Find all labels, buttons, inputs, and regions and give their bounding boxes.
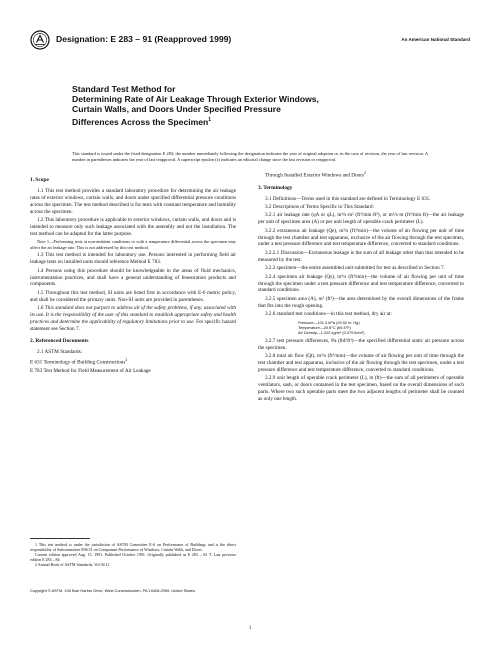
definition: 3.2.2 extraneous air leakage (Qe), m³/s (ft³/min)—the volume of air flowing per unit of time through the test chamber and test apparatus, exclusive of the air flowing through the test specimen, under a test pressure difference and test temperature difference, converted to standard conditions. [258, 227, 464, 248]
safety-caveat: 1.6 This standard does not purport to address all of the safety problems, if any, associated with its use. It is the responsibility of the user of this standard to establish appropriate safety and health practices and determine the applicability of regulatory limitations prior to use. [30, 305, 236, 325]
section-heading: 3. Terminology [258, 184, 293, 191]
footnote-mark: 1 [208, 116, 212, 123]
footnote: 2 Annual Book of ASTM Standards, Vol 04.11. [35, 562, 111, 567]
title-main-text: Differences Across the Specimen [72, 116, 209, 127]
right-column [258, 170, 464, 404]
paragraph: 1.4 Persons using this procedure should be knowledgeable in the areas of fluid mechanics, instrumentation practices, and shall have a general understanding of fenestration products and components. [30, 267, 236, 288]
header [30, 28, 470, 50]
section-heading: 2. Referenced Documents [30, 337, 89, 344]
reference-item: E 783 Test Method for Field Measurement of Air Leakage [30, 368, 151, 375]
definition: 3.2.3 specimen—the entire assembled unit submitted for test as described in Section 7. [265, 265, 445, 272]
condition-temperature: Temperature—20.8°C (69.4°F) [298, 325, 351, 331]
hazard-reference: For specific hazard statement see Section 7. [30, 319, 236, 332]
definition: 3.2.8 total air flow (Qt), m³/s (ft³/min)—the volume of air flowing per unit of time through the test chamber and test apparatus, inclusive of the air flowing through the test specimen, under a test pressure difference and test temperature difference, converted to standard conditions. [258, 352, 464, 373]
paragraph: 1.1 This test method provides a standard laboratory procedure for determining the air leakage rates of exterior windows, curtain walls, and doors under specified differential pressure conditions across the specimen. The test method described is for tests with constant temperature and humidity across the specimen. [30, 187, 236, 215]
definition: 3.2.7 test pressure differences, Pa (lbf/ft²)—the specified differential static air pressure across the specimen. [258, 337, 464, 351]
title-main-line [72, 115, 402, 127]
reference-text: Through Installed Exterior Windows and Doors [265, 172, 364, 179]
left-column [30, 176, 236, 377]
designation: Designation: E 283 – 91 (Reapproved 1999) [56, 34, 232, 44]
condition-air-density: Air Density—1.202 kg/m³ (0.075 lb/m³) [298, 330, 365, 336]
footnote-rule [30, 538, 90, 539]
note: Note 1—Performing tests at non-ambient conditions or with a temperature differential across the specimen may affect the air leakage rate. This is not addressed by this test method. [30, 239, 236, 251]
footnote-mark: 2 [363, 171, 366, 175]
paragraph: 1.3 This test method is intended for laboratory use. Persons interested in performing field air leakage tests on installed units should reference Method E 783. [30, 252, 236, 266]
footnote: 1 This test method is under the jurisdiction of ASTM Committee E-6 on Performance of Buildings and is the direct responsibility of Subcommittee E06.51 on Component Performance of Windows, Curtain Walls, and Doors. [30, 542, 236, 552]
section-heading: 1. Scope [30, 177, 49, 183]
definition: 3.2.9 unit length of operable crack perimeter (L), m (ft)—the sum of all perimeters of operable ventilators, sash, or doors contained in the test specimen, based on the overall dimensions of such parts. Where two such operable parts meet the two adjacent lengths of perimeter shall be counted as only one length. [258, 375, 464, 402]
condition-pressure: Pressure—101.3 kPa (29.92 in. Hg) [298, 320, 360, 326]
copyright: Copyright © ASTM, 100 Barr Harbor Drive, West Conshohocken, PA 19428-2959, United States. [30, 588, 196, 593]
reference-continuation [265, 170, 464, 180]
paragraph: 2.1 ASTM Standards: [37, 348, 83, 355]
definition: 3.2.4 specimen air leakage (Qs), m³/s (ft³/min)—the volume of air flowing per unit of time through the specimen under a test pressure difference and test temperature difference, converted to standard conditions. [258, 273, 464, 294]
definition: 3.2.6 standard test conditions—in this test method, dry air at: [265, 311, 392, 318]
paragraph: 1.2 This laboratory procedure is applicable to exterior windows, curtain walls, and doors and is intended to measure only such leakage associated with the assembly and not the installation. The test method can be adapted for the latter purpose. [30, 217, 236, 237]
footnote-mark: 2 [125, 358, 128, 363]
definition: 3.2.1 air leakage rate (qA or qL), m³/s·m² (ft³/min·ft²), or m³/s·m (ft³/min·ft)—the air leakage per unit of specimen area (A) or per unit length of operable crack perimeter (L). [258, 212, 464, 226]
footnotes [30, 542, 236, 567]
paragraph: 1.5 Throughout this test method, SI units are listed first in accordance with E-6 metric policy, and shall be considered the primary units. Non-SI units are provided in parentheses. [30, 289, 236, 303]
reference-item [30, 357, 236, 367]
discussion: 3.2.2.1 Discussion—Extraneous leakage is the sum of all leakage other than that intended to be measured by the test. [258, 249, 464, 263]
organization-label: An American National Standard [401, 37, 470, 42]
issuance-notice: This standard is issued under the fixed designation E 283; the number immediately following the designation indicates the year of original adoption or, in the case of revision, the year of last revision. A number in parentheses indicates the year of last reapproval. A superscript epsilon (ε) indicates an editorial change since the last revision or reapproval. [72, 151, 428, 162]
title-main-line: Curtain Walls, and Doors Under Specified Pressure [72, 104, 281, 115]
definition: 3.2.5 specimen area (A), m² (ft²)—the area determined by the overall dimensions of the frame that fits into the rough opening. [258, 295, 464, 309]
title-block [72, 84, 402, 127]
paragraph: 3.2 Descriptions of Terms Specific to This Standard: [265, 203, 374, 210]
footnote: Current edition approved Aug. 15, 1991. Published October 1991. Originally published as E 283 – 65 T. Last previous edition E 283 – 84. [30, 552, 236, 562]
astm-logo-icon [30, 30, 50, 50]
paragraph [30, 305, 236, 333]
standard-conditions [298, 320, 464, 336]
title-line1: Standard Test Method for [72, 84, 176, 94]
paragraph: 3.1 Definitions—Terms used in this standard are defined in Terminology E 631. [265, 195, 431, 202]
page-number: 1 [248, 625, 252, 631]
title-main-line: Determining Rate of Air Leakage Through Exterior Windows, [72, 94, 319, 104]
reference-text: E 631 Terminology of Building Constructions [30, 359, 126, 366]
